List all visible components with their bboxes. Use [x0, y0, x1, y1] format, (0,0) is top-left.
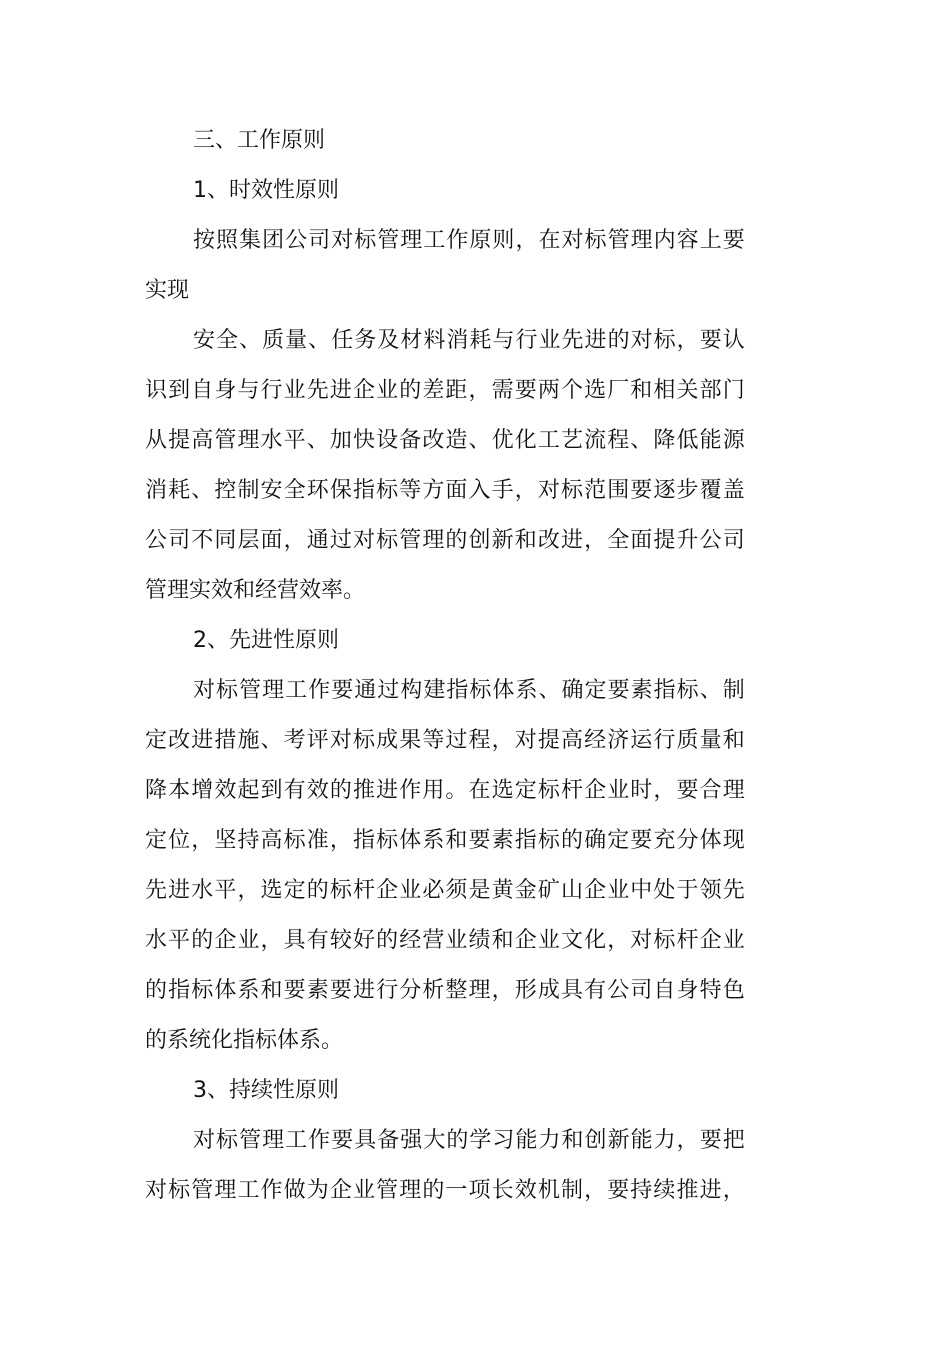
text-line: 的系统化指标体系。: [145, 1028, 344, 1053]
text-line: 公 司 不 同 层 面 ， 通 过 对 标 管 理 的 创 新 和 改 进 ， 全 面 提 升 公 司: [145, 528, 745, 553]
text-line: 定 改 进 措 施 、 考 评 对 标 成 果 等 过 程 ， 对 提 高 经 济 运 行 质 量 和: [145, 728, 745, 753]
text-line: 对 标 管 理 工 作 要 通 过 构 建 指 标 体 系 、 确 定 要 素 指 标 、 制: [193, 678, 745, 703]
text-line: 先 进 水 平 ， 选 定 的 标 杆 企 业 必 须 是 黄 金 矿 山 企 业 中 处 于 领 先: [145, 878, 745, 903]
text-line: 管理实效和经营效率。: [145, 578, 366, 603]
text-line: 定 位 ， 坚 持 高 标 准 ， 指 标 体 系 和 要 素 指 标 的 确 定 要 充 分 体 现: [145, 828, 745, 853]
text-line: 的 指 标 体 系 和 要 素 要 进 行 分 析 整 理 ， 形 成 具 有 公 司 自 身 特 色: [145, 978, 745, 1003]
text-line: 对 标 管 理 工 作 做 为 企 业 管 理 的 一 项 长 效 机 制 ， 要 持 续 推 进 ，: [145, 1178, 745, 1203]
text-line: 从 提 高 管 理 水 平 、 加 快 设 备 改 造 、 优 化 工 艺 流 程 、 降 低 能 源: [145, 428, 745, 453]
text-line: 降 本 增 效 起 到 有 效 的 推 进 作 用 。 在 选 定 标 杆 企 业 时 ， 要 合 理: [145, 778, 745, 803]
text-line: 消 耗 、 控 制 安 全 环 保 指 标 等 方 面 入 手 ， 对 标 范 围 要 逐 步 覆 盖: [145, 478, 745, 503]
document-body: [145, 116, 745, 1216]
text-line: 2、先进性原则: [193, 628, 339, 653]
text-line: 3、持续性原则: [193, 1078, 339, 1103]
text-line: 安 全 、 质 量 、 任 务 及 材 料 消 耗 与 行 业 先 进 的 对 标 ， 要 认: [193, 328, 745, 353]
text-line: 实现: [145, 278, 190, 303]
text-line: 1、时效性原则: [193, 178, 339, 203]
text-line: 三、工作原则: [193, 128, 326, 153]
text-line: 识 到 自 身 与 行 业 先 进 企 业 的 差 距 ， 需 要 两 个 选 厂 和 相 关 部 门: [145, 378, 745, 403]
text-line: 按 照 集 团 公 司 对 标 管 理 工 作 原 则 ， 在 对 标 管 理 内 容 上 要: [193, 228, 745, 253]
text-line: 水 平 的 企 业 ， 具 有 较 好 的 经 营 业 绩 和 企 业 文 化 ， 对 标 杆 企 业: [145, 928, 745, 953]
text-line: 对 标 管 理 工 作 要 具 备 强 大 的 学 习 能 力 和 创 新 能 力 ， 要 把: [193, 1128, 745, 1153]
